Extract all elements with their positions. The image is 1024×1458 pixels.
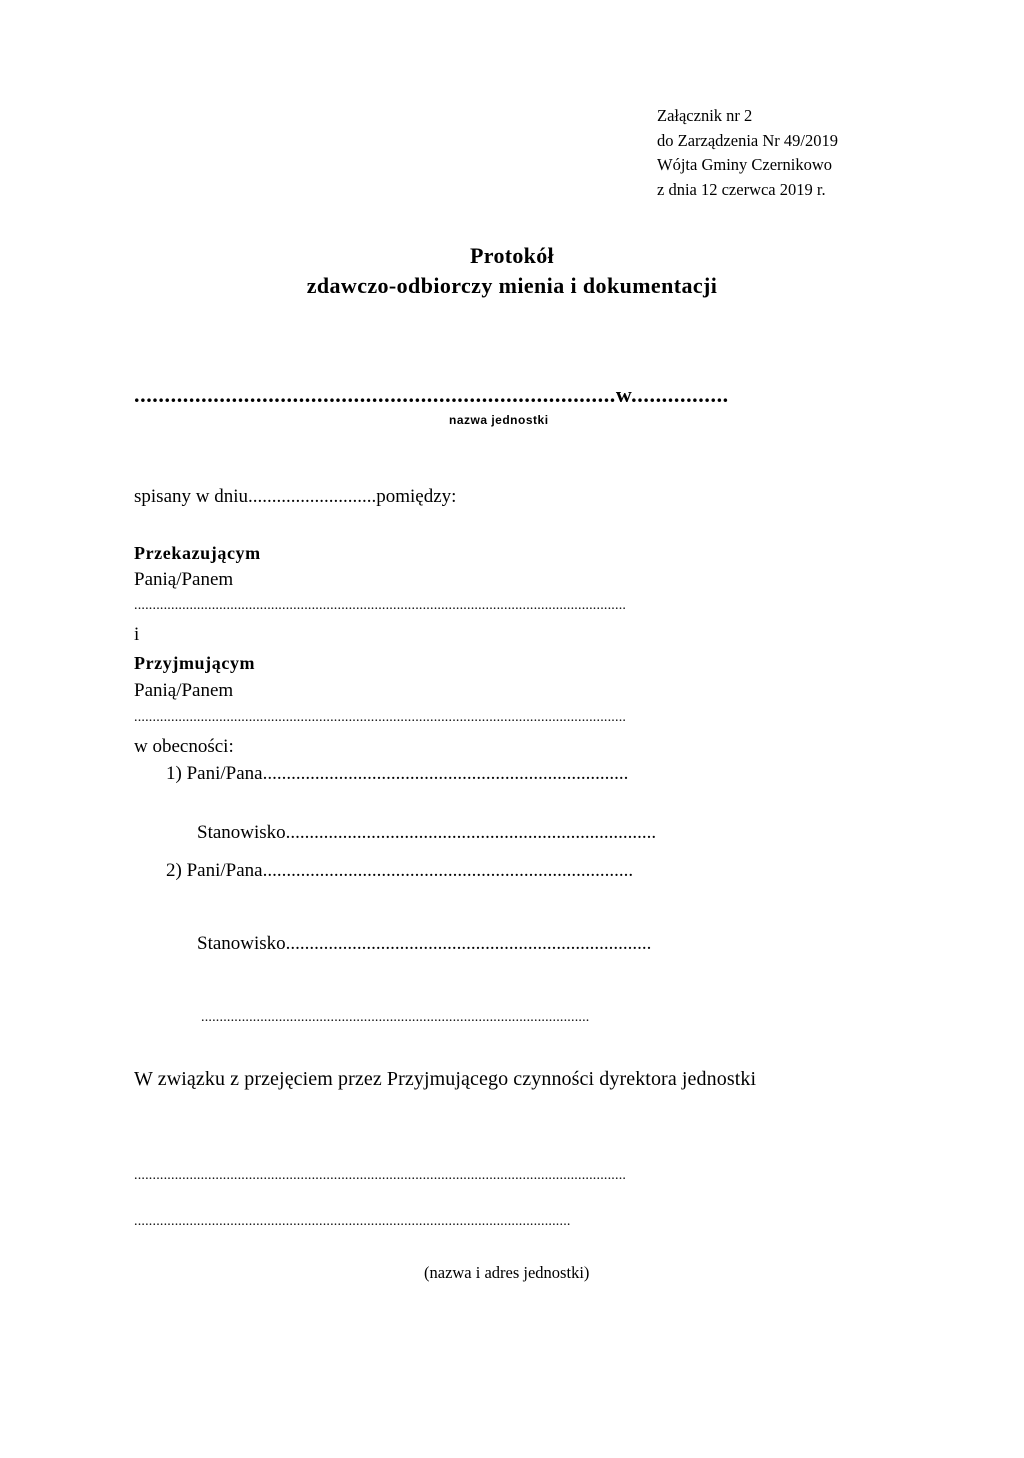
document-subtitle: zdawczo-odbiorczy mienia i dokumentacji [306, 273, 718, 298]
witness2-name-line: 2) Pani/Pana.............................................................................. [166, 860, 634, 881]
presence-label: w obecności: [134, 736, 234, 757]
document-title: Protokół [470, 243, 554, 268]
recipient-name-field: ..................................................................................................................................... [134, 710, 627, 725]
takeover-statement: W związku z przejęciem przez Przyjmującego czynności dyrektora jednostki [134, 1068, 757, 1090]
witness-extra-field: ......................................................................................................... [201, 1010, 590, 1025]
conjunction-text: i [134, 624, 140, 645]
unit-address-field-2: ...................................................................................................................... [134, 1214, 571, 1229]
annex-block [657, 104, 838, 202]
unit-name-field: ...............................................................................w................ [134, 382, 729, 407]
recipient-salutation: Panią/Panem [134, 680, 234, 701]
annex-number: Załącznik nr 2 [657, 106, 753, 125]
unit-name-caption: nazwa jednostki [449, 413, 549, 427]
transferor-label: Przekazującym [134, 543, 261, 563]
drawn-date-line: spisany w dniu...........................pomiędzy: [134, 486, 457, 507]
annex-date: z dnia 12 czerwca 2019 r. [657, 179, 826, 199]
transferor-salutation: Panią/Panem [134, 569, 234, 590]
witness1-position-line: Stanowisko.............................................................................. [197, 822, 657, 843]
recipient-label: Przyjmującym [134, 653, 256, 673]
witness2-position-line: Stanowisko............................................................................. [197, 933, 652, 954]
unit-address-caption: (nazwa i adres jednostki) [424, 1263, 590, 1282]
annex-issuer: Wójta Gminy Czernikowo [657, 155, 833, 174]
witness1-name-line: 1) Pani/Pana............................................................................. [166, 763, 629, 784]
unit-address-field-1: ..................................................................................................................................... [134, 1168, 627, 1183]
transferor-name-field: ..................................................................................................................................... [134, 598, 627, 613]
annex-ordinance: do Zarządzenia Nr 49/2019 [657, 130, 838, 150]
